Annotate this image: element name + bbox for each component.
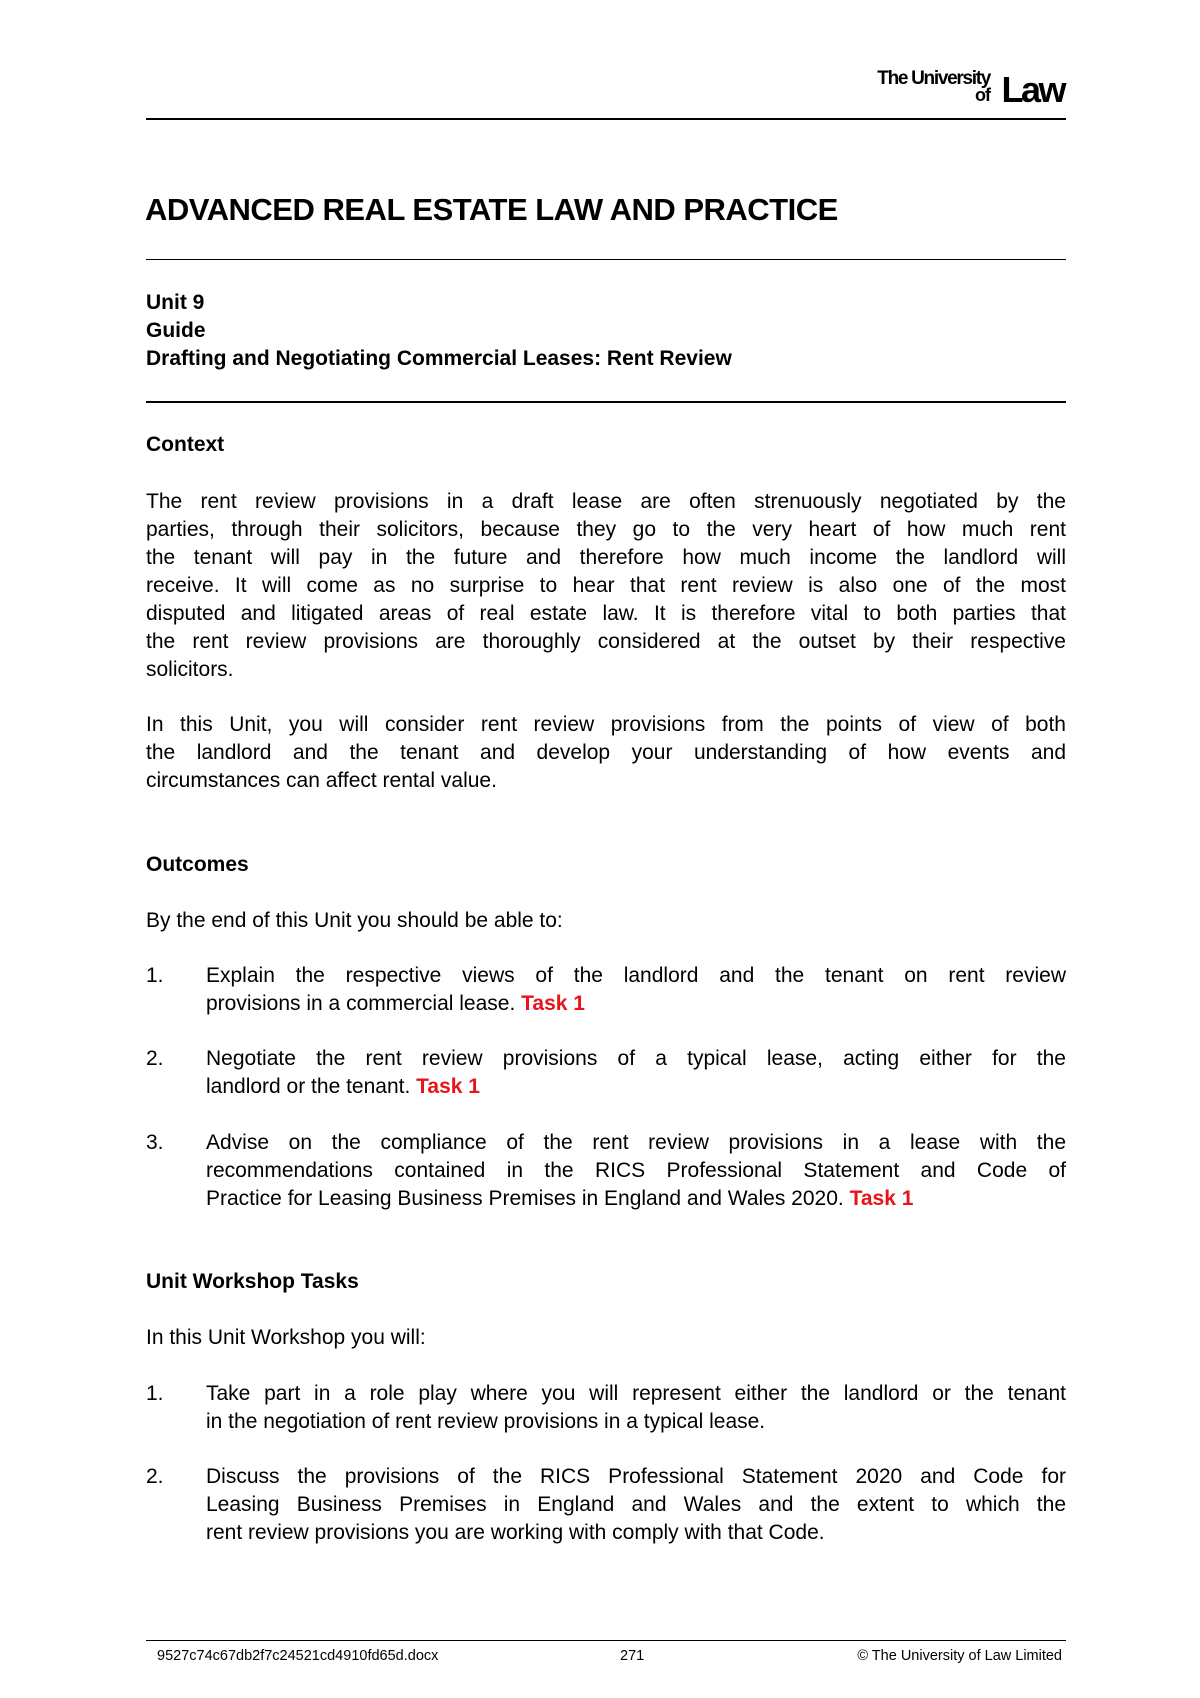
- text-line: the tenant will pay in the future and therefore how much income the landlord will: [146, 546, 1066, 569]
- footer-rule: [146, 1640, 1066, 1641]
- text-line: rent review provisions you are working with comply with that Code.: [206, 1521, 825, 1544]
- footer-page-number: 271: [620, 1648, 645, 1664]
- footer-filename: 9527c74c67db2f7c24521cd4910fd65d.docx: [157, 1648, 439, 1664]
- text-line: receive. It will come as no surprise to hear that rent review is also one of the most: [146, 574, 1066, 597]
- text-line: Take part in a role play where you will represent either the landlord or the tenant: [206, 1382, 1066, 1405]
- task-label: Task 1: [521, 992, 585, 1015]
- university-logo: [844, 68, 1064, 108]
- task-label: Task 1: [416, 1075, 480, 1098]
- unit-number: Unit 9: [146, 291, 205, 314]
- text-line: the rent review provisions are thoroughly considered at the outset by their respective: [146, 630, 1066, 653]
- text-line: provisions in a commercial lease.: [206, 992, 516, 1015]
- text-line: Leasing Business Premises in England and Wales and the extent to which the: [206, 1493, 1066, 1516]
- text-line: circumstances can affect rental value.: [146, 769, 497, 792]
- text-line: The rent review provisions in a draft lease are often strenuously negotiated by the: [146, 490, 1066, 513]
- text-line: Discuss the provisions of the RICS Professional Statement 2020 and Code for: [206, 1465, 1066, 1488]
- item-number: 3.: [146, 1131, 164, 1154]
- unit-subtitle: Drafting and Negotiating Commercial Leases: Rent Review: [146, 347, 732, 370]
- unit-info: [146, 289, 732, 373]
- outcomes-heading: Outcomes: [146, 853, 249, 876]
- text-line: In this Unit Workshop you will:: [146, 1326, 426, 1349]
- context-paragraph-1: [146, 488, 1066, 684]
- text-line: Negotiate the rent review provisions of a typical lease, acting either for the: [206, 1047, 1066, 1070]
- task-label: Task 1: [849, 1187, 914, 1210]
- text-line: Advise on the compliance of the rent review provisions in a lease with the: [206, 1131, 1066, 1154]
- document-title: ADVANCED REAL ESTATE LAW AND PRACTICE: [145, 192, 838, 227]
- workshop-heading: Unit Workshop Tasks: [146, 1270, 359, 1293]
- text-line: landlord or the tenant.: [206, 1075, 411, 1098]
- text-line: in the negotiation of rent review provisions in a typical lease.: [206, 1410, 766, 1433]
- outcomes-intro: [146, 907, 1066, 935]
- text-line: Explain the respective views of the landlord and the tenant on rent review: [206, 964, 1066, 987]
- title-rule: [146, 259, 1066, 260]
- header-rule: [146, 118, 1066, 120]
- text-line: By the end of this Unit you should be able to:: [146, 909, 563, 932]
- text-line: the landlord and the tenant and develop your understanding of how events and: [146, 741, 1066, 764]
- footer-copyright: © The University of Law Limited: [857, 1648, 1062, 1664]
- logo-line-3: Law: [1001, 69, 1064, 110]
- logo-line-2: of: [975, 85, 990, 105]
- text-line: recommendations contained in the RICS Professional Statement and Code of: [206, 1159, 1066, 1182]
- item-number: 2.: [146, 1047, 164, 1070]
- item-number: 1.: [146, 1382, 164, 1405]
- workshop-intro: [146, 1324, 1066, 1352]
- logo-line-1: The University: [877, 68, 990, 89]
- text-line: solicitors.: [146, 658, 234, 681]
- item-number: 2.: [146, 1465, 164, 1488]
- context-paragraph-2: [146, 711, 1066, 795]
- context-heading: Context: [146, 433, 225, 456]
- text-line: Practice for Leasing Business Premises in England and Wales 2020.: [206, 1187, 844, 1210]
- text-line: disputed and litigated areas of real estate law. It is therefore vital to both parties that: [146, 602, 1066, 625]
- unit-rule: [146, 401, 1066, 403]
- text-line: In this Unit, you will consider rent review provisions from the points of view of both: [146, 713, 1066, 736]
- unit-type: Guide: [146, 319, 206, 342]
- text-line: parties, through their solicitors, because they go to the very heart of how much rent: [146, 518, 1066, 541]
- item-number: 1.: [146, 964, 164, 987]
